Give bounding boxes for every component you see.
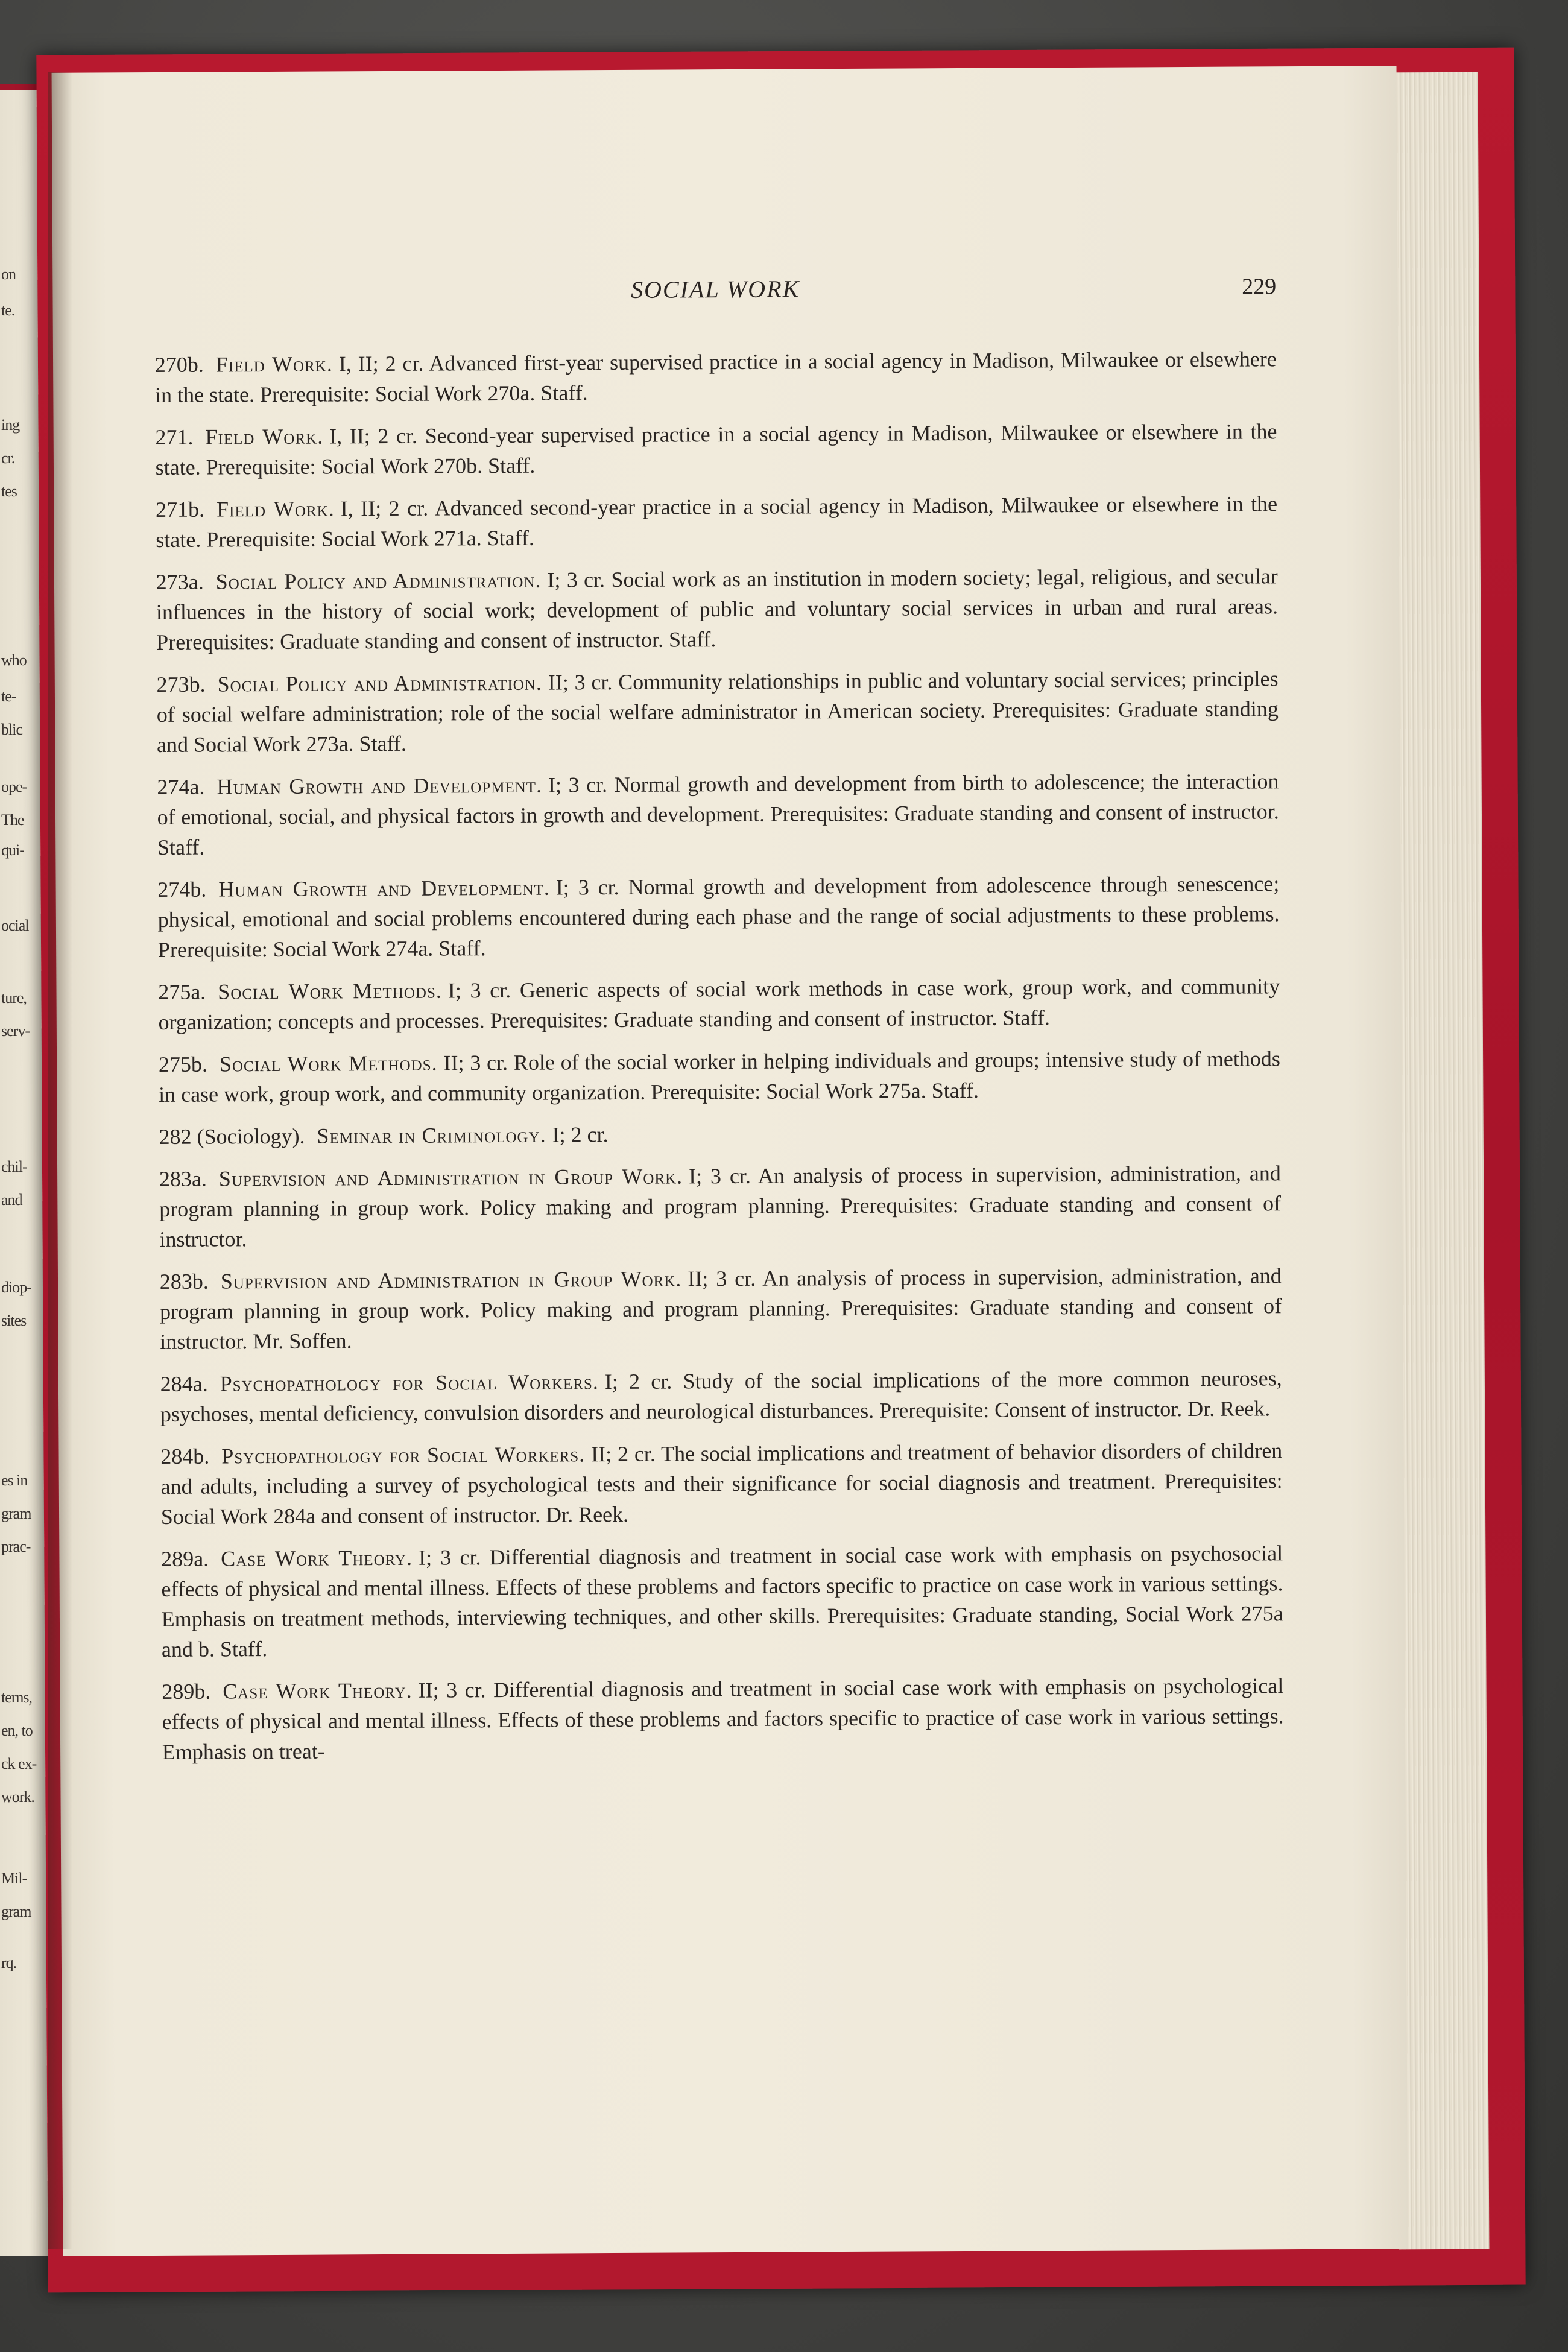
facing-page-text-fragment: prac- — [1, 1538, 31, 1555]
course-description: I, II; 2 cr. Advanced first-year supervised practice in a social agency in Madison, Milwaukee or elsewhere in the state. Prerequisite: Social Work 270a. Staff. — [154, 347, 1277, 407]
course-entry — [156, 561, 1279, 657]
course-number: 271b. — [155, 497, 205, 522]
course-description: I; 3 cr. Generic aspects of social work methods in case work, group work, and community organization; concepts and processes. Prerequisites: Graduate standing and consent of instructor. Staff. — [158, 974, 1280, 1034]
course-entry — [162, 1671, 1284, 1767]
course-number: 282 (Sociology). — [159, 1124, 305, 1149]
course-description: II; 3 cr. Community relationships in public and voluntary social services; principles of social welfare administration; role of the social welfare administrator in American society. Prerequisites: Graduate standing and Social Work 273a. Staff. — [156, 666, 1279, 757]
course-title: Case Work Theory. — [221, 1545, 413, 1571]
course-title: Seminar in Criminology. — [317, 1122, 546, 1148]
facing-page-text-fragment: diop- — [1, 1279, 31, 1296]
facing-page-text-fragment: serv- — [1, 1022, 30, 1040]
course-list — [155, 344, 1284, 1767]
course-number: 284b. — [160, 1444, 210, 1468]
facing-page-text-fragment: cr. — [1, 449, 15, 467]
facing-page-text-fragment: ck ex- — [1, 1755, 37, 1772]
page-number: 229 — [1242, 274, 1277, 300]
course-number: 271. — [155, 425, 194, 449]
facing-page-text-fragment: terns, — [1, 1689, 33, 1706]
facing-page-text-fragment: sites — [1, 1312, 27, 1329]
facing-page-text-fragment: Mil- — [1, 1870, 27, 1887]
facing-page-text-fragment: ture, — [1, 989, 27, 1007]
course-entry — [157, 766, 1279, 862]
course-title: Supervision and Administration in Group Work. — [220, 1266, 682, 1294]
course-description: I; 2 cr. — [552, 1122, 609, 1147]
course-description: I; 3 cr. Differential diagnosis and treatment in social case work with emphasis on psychosocial effects of physical and mental illness. Effects of these problems and factors specific to practice on case work in various settings. Emphasis on treatment methods, interviewing techniques, and other skills. Prerequisites: Graduate standing, Social Work 275a and b. Staff. — [161, 1541, 1283, 1661]
course-title: Social Policy and Administration. — [217, 670, 542, 697]
course-description: I, II; 2 cr. Advanced second-year practice in a social agency in Madison, Milwaukee or elsewhere in the state. Prerequisite: Social Work 271a. Staff. — [156, 492, 1278, 552]
course-entry — [155, 344, 1277, 410]
course-number: 283a. — [159, 1166, 207, 1191]
course-number: 284a. — [160, 1371, 208, 1396]
facing-page-text-fragment: ing — [1, 416, 20, 434]
facing-page-text-fragment: and — [1, 1191, 22, 1209]
course-title: Social Work Methods. — [218, 978, 442, 1004]
course-description: I, II; 2 cr. Second-year supervised practice in a social agency in Madison, Milwaukee or elsewhere in the state. Prerequisite: Social Work 270b. Staff. — [155, 419, 1277, 479]
course-entry — [159, 1116, 1280, 1152]
running-title: SOCIAL WORK — [630, 275, 800, 303]
facing-page-text-fragment: es in — [1, 1472, 28, 1489]
facing-page-text-fragment: ope- — [1, 778, 27, 795]
course-title: Field Work. — [216, 496, 335, 522]
course-description: I; 3 cr. Normal growth and development from birth to adolescence; the interaction of emotional, social, and physical factors in growth and development. Prerequisites: Graduate standing and consent of instructor. Staff. — [157, 769, 1279, 859]
course-number: 273b. — [156, 672, 206, 697]
course-entry — [160, 1435, 1283, 1532]
facing-page-text-fragment: ocial — [1, 917, 29, 934]
course-number: 274b. — [157, 877, 207, 902]
facing-page-text-fragment: qui- — [1, 841, 24, 859]
course-number: 275a. — [158, 979, 206, 1004]
course-entry — [160, 1260, 1282, 1357]
facing-page-text-fragment: te. — [1, 302, 15, 319]
course-title: Human Growth and Development. — [217, 773, 543, 799]
facing-page-text-fragment: rq. — [1, 1954, 17, 1971]
course-description: I; 2 cr. Study of the social implications of the more common neuroses, psychoses, mental deficiency, convulsion disorders and neurological disturbances. Prerequisite: Consent of instructor. Dr. Reek. — [160, 1366, 1282, 1426]
course-title: Field Work. — [215, 352, 333, 377]
course-number: 273a. — [156, 569, 204, 594]
course-entry — [158, 971, 1280, 1037]
course-description: II; 2 cr. The social implications and treatment of behavior disorders of children and adults, including a survey of psychological tests and their significance for social diagnosis and treatment. Prerequisites: Social Work 284a and consent of instructor. Dr. Reek. — [160, 1438, 1283, 1529]
course-entry — [156, 663, 1279, 760]
course-entry — [155, 416, 1277, 482]
course-description: II; 3 cr. Differential diagnosis and treatment in social case work with emphasis on psychological effects of physical and mental illness. Effects of these problems and factors specific to practice of case work in various settings. Emphasis on treat- — [162, 1674, 1284, 1764]
course-title: Case Work Theory. — [223, 1678, 413, 1704]
course-title: Supervision and Administration in Group Work. — [218, 1164, 683, 1191]
facing-page-text-fragment: blic — [1, 721, 22, 738]
facing-page-text-fragment: gram — [1, 1903, 31, 1920]
page-text — [154, 265, 1284, 1779]
course-description: II; 3 cr. An analysis of process in supervision, administration, and program planning in group work. Policy making and program planning. Prerequisites: Graduate standing and consent of instructor. Mr. Soffen. — [159, 1263, 1282, 1354]
course-entry — [161, 1538, 1283, 1664]
course-title: Field Work. — [205, 424, 324, 449]
course-entry — [159, 1158, 1282, 1254]
course-entry — [160, 1363, 1282, 1429]
facing-page-text-fragment: work. — [1, 1788, 34, 1806]
course-entry — [156, 488, 1277, 555]
facing-page-text-fragment: on — [1, 265, 16, 283]
page-header — [154, 265, 1276, 314]
facing-page-text-fragment: en, to — [1, 1722, 33, 1739]
facing-page-text-fragment: The — [1, 811, 24, 829]
facing-page-text-fragment: chil- — [1, 1158, 27, 1175]
course-number: 289b. — [162, 1679, 211, 1704]
facing-page-text-fragment: who — [1, 651, 27, 669]
course-title: Social Policy and Administration. — [215, 567, 542, 594]
course-number: 289a. — [161, 1546, 209, 1571]
facing-page-text-fragment: te- — [1, 688, 16, 705]
course-entry — [159, 1043, 1280, 1110]
course-description: I; 3 cr. Normal growth and development from adolescence through senescence; physical, emotional and social problems encountered during each phase and the range of social adjustments to these problems. Prerequisite: Social Work 274a. Staff. — [157, 871, 1280, 962]
course-number: 274a. — [157, 774, 205, 799]
facing-page-text-fragment: tes — [1, 482, 17, 500]
course-title: Psychopathology for Social Workers. — [221, 1442, 586, 1468]
course-entry — [157, 868, 1280, 965]
course-description: II; 3 cr. Role of the social worker in helping individuals and groups; intensive study of methods in case work, group work, and community organization. Prerequisite: Social Work 275a. Staff. — [159, 1046, 1280, 1107]
facing-page-text-fragment: gram — [1, 1505, 31, 1522]
gutter-shadow — [48, 72, 72, 2249]
course-title: Psychopathology for Social Workers. — [220, 1370, 599, 1396]
course-number: 270b. — [154, 352, 204, 377]
course-description: I; 3 cr. An analysis of process in supervision, administration, and program planning in group work. Policy making and program planning. Prerequisites: Graduate standing and consent of instructor. — [159, 1161, 1282, 1251]
course-number: 275b. — [158, 1052, 207, 1076]
course-title: Social Work Methods. — [219, 1051, 438, 1076]
course-number: 283b. — [159, 1269, 209, 1294]
course-title: Human Growth and Development. — [218, 875, 550, 902]
course-description: I; 3 cr. Social work as an institution in modern society; legal, religious, and secular influences in the history of social work; development of public and voluntary social services in urban and rural areas. Prerequisites: Graduate standing and consent of instructor. Staff. — [156, 564, 1279, 654]
